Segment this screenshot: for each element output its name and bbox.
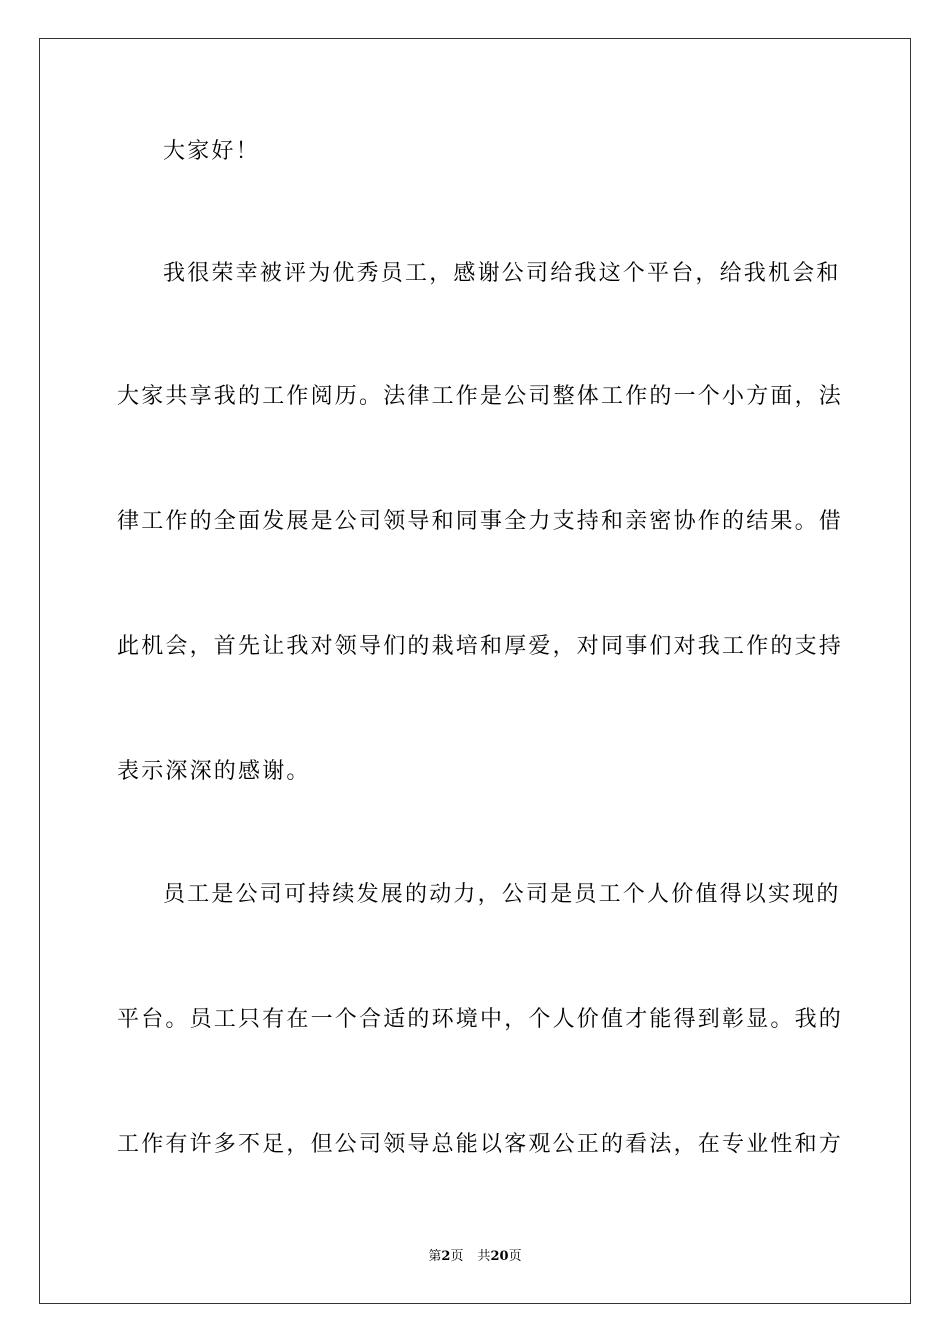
- paragraph-1-line-1: 我很荣幸被评为优秀员工，感谢公司给我这个平台，给我机会和: [163, 261, 841, 286]
- paragraph-1-line-2: 大家共享我的工作阅历。法律工作是公司整体工作的一个小方面，法: [117, 384, 844, 409]
- paragraph-2-line-1: 员工是公司可持续发展的动力，公司是员工个人价值得以实现的: [163, 882, 841, 907]
- footer-page-prefix: 第: [428, 1249, 442, 1264]
- footer-total-suffix: 页: [508, 1249, 522, 1264]
- paragraph-1-line-3: 律工作的全面发展是公司领导和同事全力支持和亲密协作的结果。借: [117, 509, 844, 534]
- paragraph-2-line-3: 工作有许多不足，但公司领导总能以客观公正的看法，在专业性和方: [117, 1132, 844, 1157]
- footer-total-prefix: 共: [477, 1249, 491, 1264]
- paragraph-2-line-2: 平台。员工只有在一个合适的环境中，个人价值才能得到彰显。我的: [117, 1007, 844, 1032]
- page-frame: [39, 38, 911, 1304]
- footer-total-number: 20: [490, 1249, 509, 1264]
- paragraph-1-line-4: 此机会，首先让我对领导们的栽培和厚爱，对同事们对我工作的支持: [117, 634, 844, 659]
- footer-page-suffix: 页: [450, 1249, 464, 1264]
- footer-page-number: 2: [441, 1249, 451, 1264]
- page-footer: [0, 1248, 950, 1266]
- paragraph-1-line-5: 表示深深的感谢。: [117, 759, 311, 784]
- greeting-line: 大家好！: [163, 139, 260, 164]
